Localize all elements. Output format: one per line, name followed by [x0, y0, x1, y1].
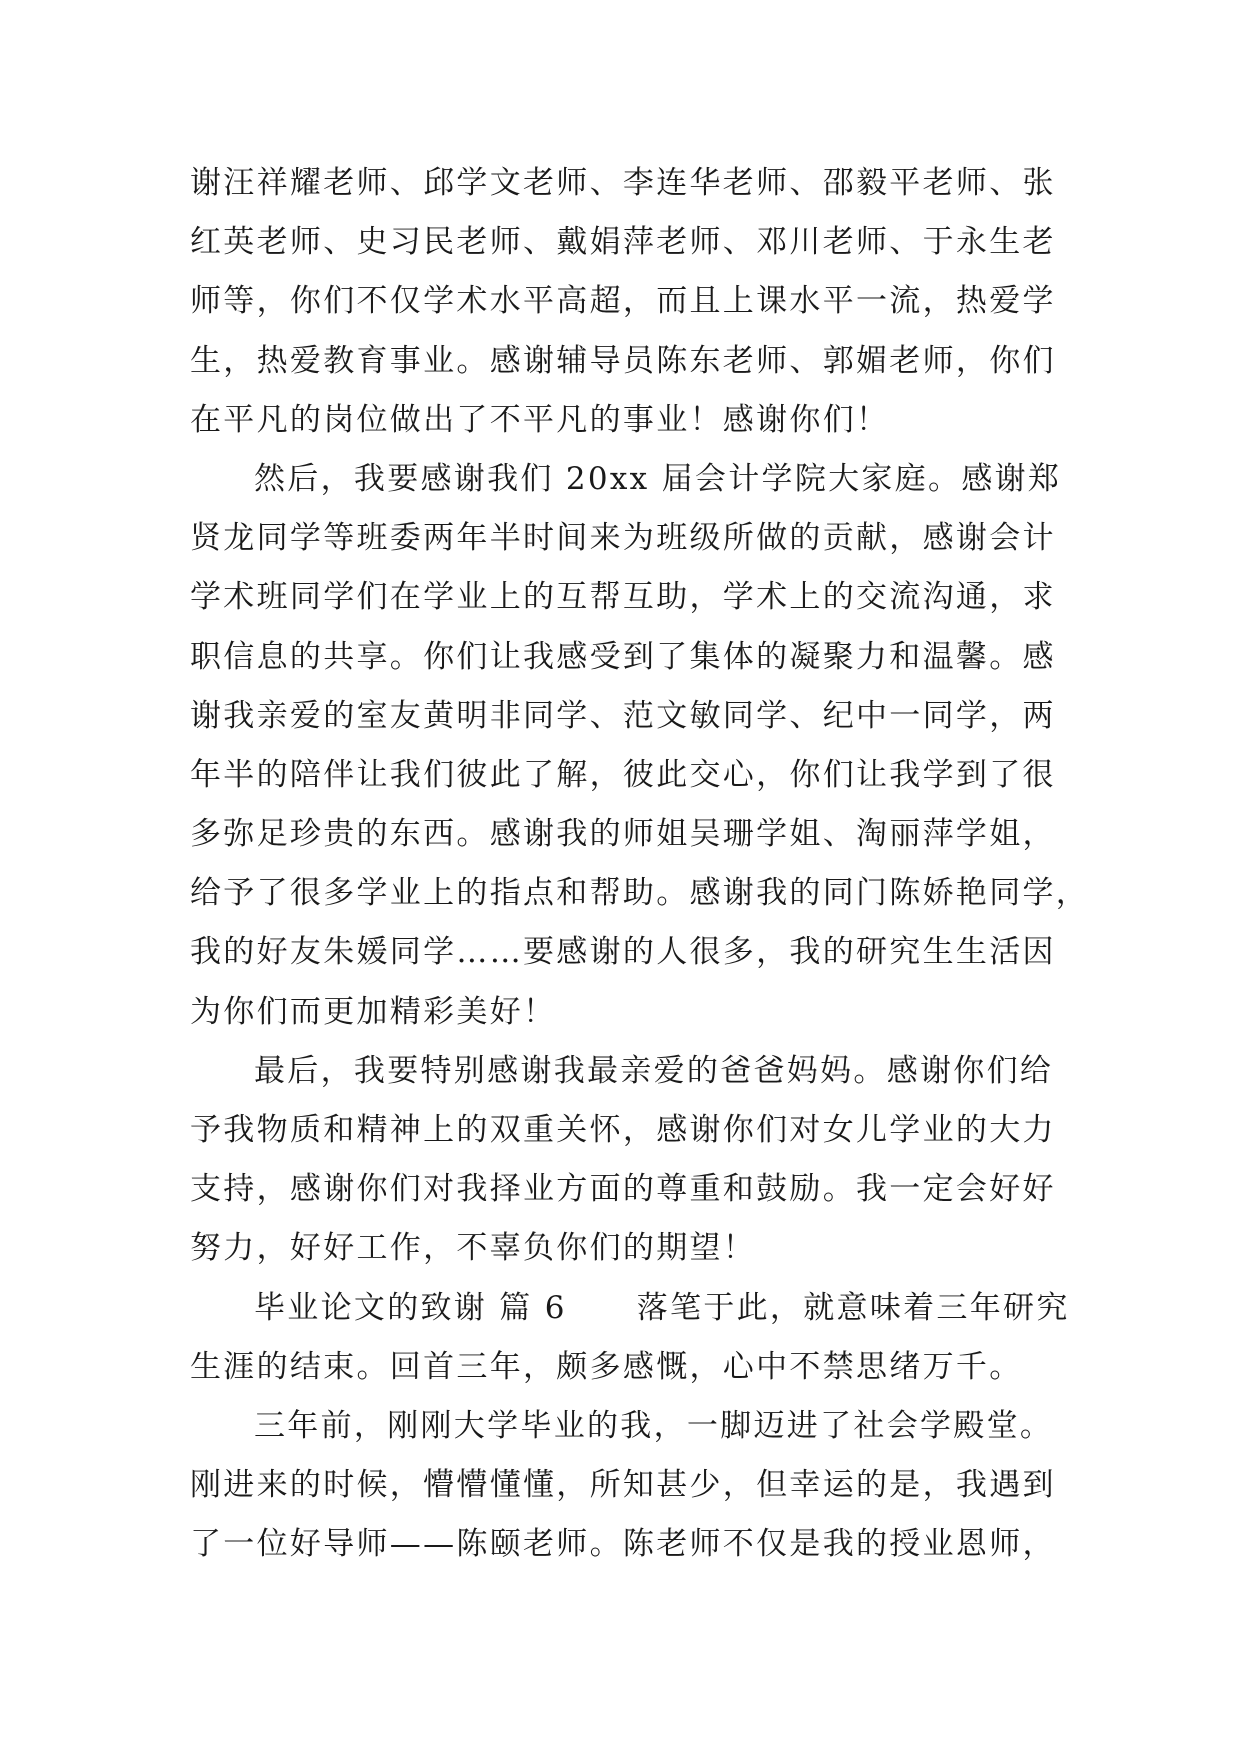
text-line: 多弥足珍贵的东西。感谢我的师姐吴珊学姐、淘丽萍学姐， [190, 816, 1056, 853]
text-line: 给予了很多学业上的指点和帮助。感谢我的同门陈娇艳同学， [190, 875, 1090, 912]
document-body [190, 154, 1090, 1575]
section-heading-line [190, 1279, 1070, 1338]
paragraph-start-line: 然后，我要感谢我们 20xx 届会计学院大家庭。感谢郑 [254, 460, 1062, 497]
text-line: 红英老师、史习民老师、戴娟萍老师、邓川老师、于永生老 [190, 224, 1056, 261]
text-line: 刚进来的时候，懵懵懂懂，所知甚少，但幸运的是，我遇到 [190, 1467, 1056, 1504]
text-line: 学术班同学们在学业上的互帮互助，学术上的交流沟通，求 [190, 579, 1056, 616]
text-line: 我的好友朱媛同学……要感谢的人很多，我的研究生生活因 [190, 934, 1056, 971]
text-line: 在平凡的岗位做出了不平凡的事业！感谢你们！ [190, 401, 890, 438]
paragraph-start-line: 最后，我要特别感谢我最亲爱的爸爸妈妈。感谢你们给 [254, 1052, 1054, 1089]
text-line: 年半的陪伴让我们彼此了解，彼此交心，你们让我学到了很 [190, 756, 1056, 793]
text-line: 努力，好好工作，不辜负你们的期望！ [190, 1230, 757, 1267]
text-line: 为你们而更加精彩美好！ [190, 993, 557, 1030]
text-line: 贤龙同学等班委两年半时间来为班级所做的贡献，感谢会计 [190, 520, 1056, 557]
text-line: 予我物质和精神上的双重关怀，感谢你们对女儿学业的大力 [190, 1112, 1056, 1148]
text-line: 生涯的结束。回首三年，颇多感慨，心中不禁思绪万千。 [190, 1348, 1023, 1385]
text-line: 谢我亲爱的室友黄明非同学、范文敏同学、纪中一同学，两 [190, 697, 1056, 734]
section-first-text: 落笔于此，就意味着三年研究 [636, 1289, 1070, 1326]
text-line: 了一位好导师——陈颐老师。陈老师不仅是我的授业恩师， [190, 1526, 1056, 1563]
section-heading: 毕业论文的致谢 篇 6 [254, 1289, 567, 1326]
paragraph-start-line: 三年前，刚刚大学毕业的我，一脚迈进了社会学殿堂。 [254, 1407, 1054, 1444]
text-line: 生，热爱教育事业。感谢辅导员陈东老师、郭媚老师，你们 [190, 342, 1056, 379]
text-line: 谢汪祥耀老师、邱学文老师、李连华老师、邵毅平老师、张 [190, 165, 1056, 201]
text-line: 职信息的共享。你们让我感受到了集体的凝聚力和温馨。感 [190, 638, 1056, 675]
text-line: 支持，感谢你们对我择业方面的尊重和鼓励。我一定会好好 [190, 1171, 1056, 1208]
text-line: 师等，你们不仅学术水平高超，而且上课水平一流，热爱学 [190, 283, 1056, 320]
